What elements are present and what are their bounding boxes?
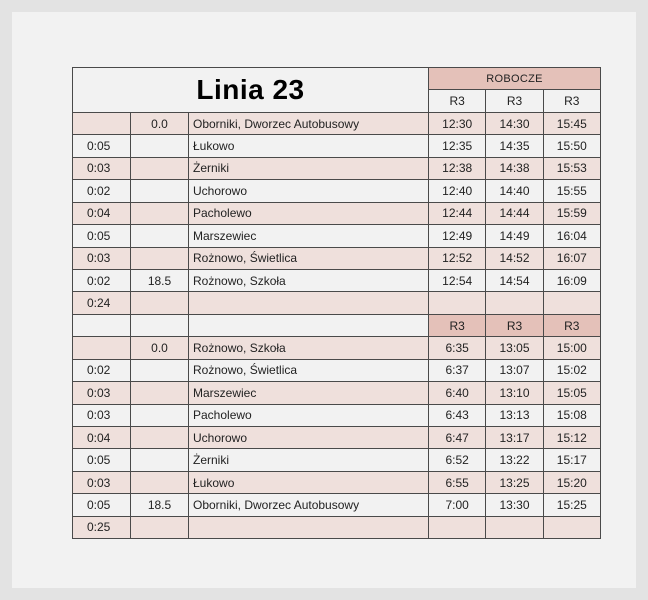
- stop-name: Pacholewo: [189, 202, 429, 224]
- departure-time: 6:52: [429, 449, 486, 471]
- timetable-row: [73, 516, 601, 538]
- travel-duration: 0:05: [73, 449, 131, 471]
- departure-time: 14:35: [486, 135, 543, 157]
- travel-duration: 0:05: [73, 225, 131, 247]
- departure-time: 6:55: [429, 471, 486, 493]
- stop-name: Marszewiec: [189, 225, 429, 247]
- departure-time: [429, 516, 486, 538]
- departure-time: 15:59: [543, 202, 600, 224]
- distance-km: [131, 157, 189, 179]
- departure-time: 13:10: [486, 382, 543, 404]
- departure-time: 12:49: [429, 225, 486, 247]
- distance-km: [131, 471, 189, 493]
- travel-duration: [73, 337, 131, 359]
- timetable: [72, 67, 601, 539]
- course-code-header: R3: [486, 90, 543, 112]
- course-code-header: R3: [543, 314, 600, 336]
- timetable-row: [73, 382, 601, 404]
- stop-name: [189, 516, 429, 538]
- empty-cell: [189, 314, 429, 336]
- departure-time: 15:45: [543, 112, 600, 134]
- departure-time: 15:00: [543, 337, 600, 359]
- departure-time: 16:09: [543, 269, 600, 291]
- departure-time: 13:05: [486, 337, 543, 359]
- timetable-row: [73, 494, 601, 516]
- distance-km: [131, 382, 189, 404]
- departure-time: 12:52: [429, 247, 486, 269]
- departure-time: 13:17: [486, 427, 543, 449]
- departure-time: 6:47: [429, 427, 486, 449]
- departure-time: 15:55: [543, 180, 600, 202]
- distance-km: 0.0: [131, 112, 189, 134]
- timetable-row: [73, 359, 601, 381]
- departure-time: 13:13: [486, 404, 543, 426]
- timetable-row: [73, 225, 601, 247]
- departure-time: 14:52: [486, 247, 543, 269]
- departure-time: [543, 516, 600, 538]
- distance-km: [131, 359, 189, 381]
- stop-name: Rożnowo, Szkoła: [189, 269, 429, 291]
- departure-time: 15:53: [543, 157, 600, 179]
- departure-time: 13:25: [486, 471, 543, 493]
- timetable-row: [73, 269, 601, 291]
- departure-time: 13:22: [486, 449, 543, 471]
- stop-name: Uchorowo: [189, 180, 429, 202]
- departure-time: 16:07: [543, 247, 600, 269]
- departure-time: 13:30: [486, 494, 543, 516]
- travel-duration: 0:03: [73, 247, 131, 269]
- departure-time: 12:35: [429, 135, 486, 157]
- departure-time: 6:35: [429, 337, 486, 359]
- timetable-row: [73, 202, 601, 224]
- departure-time: 15:08: [543, 404, 600, 426]
- timetable-row: [73, 112, 601, 134]
- timetable-row: [73, 404, 601, 426]
- travel-duration: [73, 112, 131, 134]
- stop-name: Żerniki: [189, 157, 429, 179]
- travel-duration: 0:05: [73, 494, 131, 516]
- departure-time: [486, 292, 543, 314]
- course-code-header: R3: [429, 90, 486, 112]
- travel-duration: 0:25: [73, 516, 131, 538]
- course-code-header: R3: [429, 314, 486, 336]
- departure-time: 12:40: [429, 180, 486, 202]
- travel-duration: 0:05: [73, 135, 131, 157]
- distance-km: 0.0: [131, 337, 189, 359]
- timetable-row: [73, 157, 601, 179]
- travel-duration: 0:04: [73, 202, 131, 224]
- travel-duration: 0:24: [73, 292, 131, 314]
- departure-time: 15:50: [543, 135, 600, 157]
- departure-time: 12:38: [429, 157, 486, 179]
- timetable-row: [73, 135, 601, 157]
- departure-time: 6:37: [429, 359, 486, 381]
- departure-time: 16:04: [543, 225, 600, 247]
- stop-name: Łukowo: [189, 135, 429, 157]
- stop-name: [189, 292, 429, 314]
- stop-name: Żerniki: [189, 449, 429, 471]
- distance-km: [131, 247, 189, 269]
- travel-duration: 0:02: [73, 180, 131, 202]
- departure-time: 14:49: [486, 225, 543, 247]
- distance-km: [131, 292, 189, 314]
- departure-time: 15:05: [543, 382, 600, 404]
- timetable-row: [73, 449, 601, 471]
- day-type-header: ROBOCZE: [429, 68, 601, 90]
- departure-time: [429, 292, 486, 314]
- stop-name: Rożnowo, Świetlica: [189, 359, 429, 381]
- timetable-row: [73, 337, 601, 359]
- departure-time: 14:30: [486, 112, 543, 134]
- distance-km: [131, 516, 189, 538]
- stop-name: Uchorowo: [189, 427, 429, 449]
- travel-duration: 0:03: [73, 157, 131, 179]
- departure-time: 12:44: [429, 202, 486, 224]
- departure-time: 12:54: [429, 269, 486, 291]
- stop-name: Marszewiec: [189, 382, 429, 404]
- stop-name: Oborniki, Dworzec Autobusowy: [189, 112, 429, 134]
- timetable-row: [73, 427, 601, 449]
- course-code-header: R3: [486, 314, 543, 336]
- distance-km: [131, 427, 189, 449]
- stop-name: Pacholewo: [189, 404, 429, 426]
- departure-time: 12:30: [429, 112, 486, 134]
- travel-duration: 0:04: [73, 427, 131, 449]
- empty-cell: [73, 314, 131, 336]
- course-code-header: R3: [543, 90, 600, 112]
- departure-time: [486, 516, 543, 538]
- stop-name: Rożnowo, Świetlica: [189, 247, 429, 269]
- section-header-row: [73, 314, 601, 336]
- departure-time: 15:17: [543, 449, 600, 471]
- departure-time: 14:44: [486, 202, 543, 224]
- distance-km: [131, 449, 189, 471]
- departure-time: 14:54: [486, 269, 543, 291]
- departure-time: 14:38: [486, 157, 543, 179]
- timetable-page: [12, 12, 636, 588]
- timetable-row: [73, 180, 601, 202]
- departure-time: 6:43: [429, 404, 486, 426]
- timetable-row: [73, 471, 601, 493]
- departure-time: 14:40: [486, 180, 543, 202]
- distance-km: [131, 225, 189, 247]
- departure-time: 15:25: [543, 494, 600, 516]
- travel-duration: 0:02: [73, 269, 131, 291]
- distance-km: [131, 135, 189, 157]
- travel-duration: 0:02: [73, 359, 131, 381]
- line-title: Linia 23: [73, 68, 429, 113]
- departure-time: [543, 292, 600, 314]
- departure-time: 13:07: [486, 359, 543, 381]
- distance-km: [131, 202, 189, 224]
- timetable-row: [73, 292, 601, 314]
- stop-name: Łukowo: [189, 471, 429, 493]
- departure-time: 15:02: [543, 359, 600, 381]
- empty-cell: [131, 314, 189, 336]
- distance-km: [131, 180, 189, 202]
- departure-time: 6:40: [429, 382, 486, 404]
- distance-km: 18.5: [131, 269, 189, 291]
- departure-time: 7:00: [429, 494, 486, 516]
- timetable-row: [73, 247, 601, 269]
- stop-name: Oborniki, Dworzec Autobusowy: [189, 494, 429, 516]
- travel-duration: 0:03: [73, 471, 131, 493]
- travel-duration: 0:03: [73, 382, 131, 404]
- departure-time: 15:20: [543, 471, 600, 493]
- departure-time: 15:12: [543, 427, 600, 449]
- distance-km: [131, 404, 189, 426]
- stop-name: Rożnowo, Szkoła: [189, 337, 429, 359]
- travel-duration: 0:03: [73, 404, 131, 426]
- distance-km: 18.5: [131, 494, 189, 516]
